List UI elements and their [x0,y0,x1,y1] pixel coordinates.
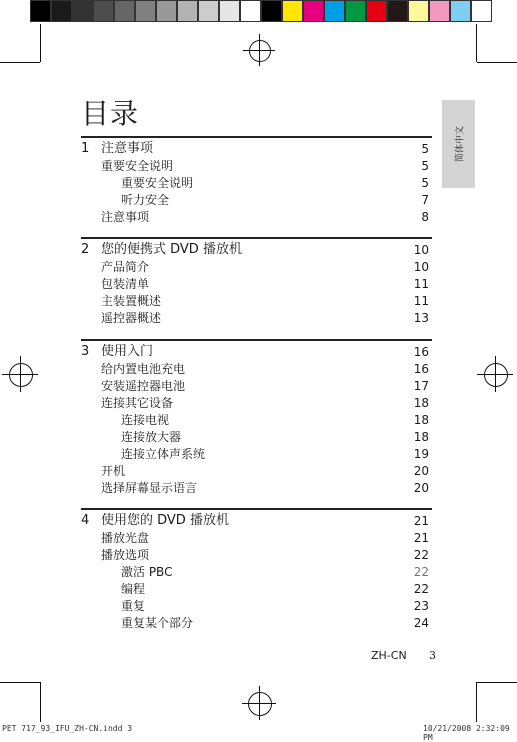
section-title[interactable]: 使用您的 DVD 播放机 [101,513,229,528]
color-swatch [240,0,261,22]
toc-entry[interactable]: 注意事项 [101,210,150,224]
toc-subentry[interactable]: 重要安全说明 [121,176,194,190]
section-rule [81,508,432,510]
section-page-number: 21 [413,514,429,528]
toc-page-number: 22 [413,565,429,579]
color-swatch [198,0,219,22]
toc-entry[interactable]: 安装遥控器电池 [101,379,186,393]
color-swatch [114,0,135,22]
color-swatch [366,0,387,22]
toc-page-number: 5 [421,159,429,173]
registration-mark-bottom [242,686,276,720]
toc-entry[interactable]: 重要安全说明 [101,159,174,173]
color-swatch [450,0,471,22]
color-swatch [429,0,450,22]
toc-page-number: 20 [413,464,429,478]
footer-page-number: 3 [429,649,436,662]
toc-entry[interactable]: 连接其它设备 [101,396,174,410]
toc-page-number: 20 [413,481,429,495]
toc-entry[interactable]: 遥控器概述 [101,311,162,325]
section-number: 1 [81,141,90,156]
toc-entry[interactable]: 播放光盘 [101,531,150,545]
language-tab-label: 简体中文 [455,125,465,163]
color-swatch [387,0,408,22]
toc-page-number: 24 [413,616,429,630]
color-swatch [345,0,366,22]
toc-page-number: 13 [413,311,429,325]
toc-subentry[interactable]: 重复某个部分 [121,616,194,630]
color-swatch [93,0,114,22]
section-title[interactable]: 注意事项 [101,141,154,156]
toc-page-number: 8 [421,210,429,224]
toc-entry[interactable]: 产品简介 [101,260,150,274]
print-slug-timestamp: 10/21/2008 2:32:09 PM [423,724,510,742]
toc-entry[interactable]: 选择屏幕显示语言 [101,481,198,495]
crop-mark-bottom-right-h [477,682,517,683]
crop-mark-bottom-left-h [0,682,40,683]
toc-entry[interactable]: 播放选项 [101,548,150,562]
page-title: 目录 [81,97,140,130]
color-swatch [177,0,198,22]
toc-page-number: 11 [413,277,429,291]
toc-entry[interactable]: 包装清单 [101,277,150,291]
toc-subentry[interactable]: 编程 [121,582,146,596]
color-swatch [30,0,51,22]
section-number: 2 [81,242,90,257]
toc-page-number: 19 [413,447,429,461]
crop-mark-bottom-left-v [40,682,41,722]
toc-page-number: 21 [413,531,429,545]
toc-page-number: 18 [413,430,429,444]
footer-language-code: ZH-CN [371,649,407,662]
toc-subentry[interactable]: 连接放大器 [121,430,182,444]
toc-page-number: 18 [413,396,429,410]
section-number: 4 [81,513,90,528]
language-side-tab [442,100,475,188]
toc-subentry[interactable]: 连接电视 [121,413,170,427]
toc-page-number: 7 [421,193,429,207]
color-swatch [135,0,156,22]
color-swatch [282,0,303,22]
crop-mark-top-left-v [40,24,41,62]
color-swatch [156,0,177,22]
section-page-number: 10 [413,243,429,257]
section-rule [81,136,432,138]
toc-subentry[interactable]: 连接立体声系统 [121,447,206,461]
toc-entry[interactable]: 开机 [101,464,126,478]
registration-mark-right [477,356,513,392]
toc-page-number: 11 [413,294,429,308]
color-swatch [219,0,240,22]
color-swatch [471,0,492,22]
toc-page-number: 18 [413,413,429,427]
toc-page-number: 22 [413,582,429,596]
registration-mark-left [2,356,38,392]
section-page-number: 16 [413,345,429,359]
toc-page-number: 23 [413,599,429,613]
toc-subentry[interactable]: 重复 [121,599,146,613]
toc-subentry[interactable]: 激活 PBC [121,565,173,579]
section-title[interactable]: 使用入门 [101,344,154,359]
print-color-bar [0,0,517,22]
color-swatch [72,0,93,22]
print-slug-file: PET 717_93_IFU_ZH-CN.indd 3 [2,724,133,733]
color-swatch [51,0,72,22]
color-swatch [303,0,324,22]
color-swatch [408,0,429,22]
crop-mark-bottom-right-v [476,682,477,722]
section-number: 3 [81,344,90,359]
toc-page-number: 10 [413,260,429,274]
section-title[interactable]: 您的便携式 DVD 播放机 [101,242,242,257]
toc-entry[interactable]: 给内置电池充电 [101,362,186,376]
toc-page-number: 16 [413,362,429,376]
crop-mark-top-right-h [477,62,517,63]
toc-page-number: 22 [413,548,429,562]
section-rule [81,237,432,239]
crop-mark-top-right-v [476,24,477,62]
color-swatch [324,0,345,22]
crop-mark-top-left-h [0,62,40,63]
section-rule [81,339,432,341]
toc-subentry[interactable]: 听力安全 [121,193,170,207]
registration-mark-top [243,34,275,66]
toc-page-number: 17 [413,379,429,393]
section-page-number: 5 [421,142,429,156]
toc-page-number: 5 [421,176,429,190]
color-swatch [261,0,282,22]
toc-entry[interactable]: 主装置概述 [101,294,162,308]
